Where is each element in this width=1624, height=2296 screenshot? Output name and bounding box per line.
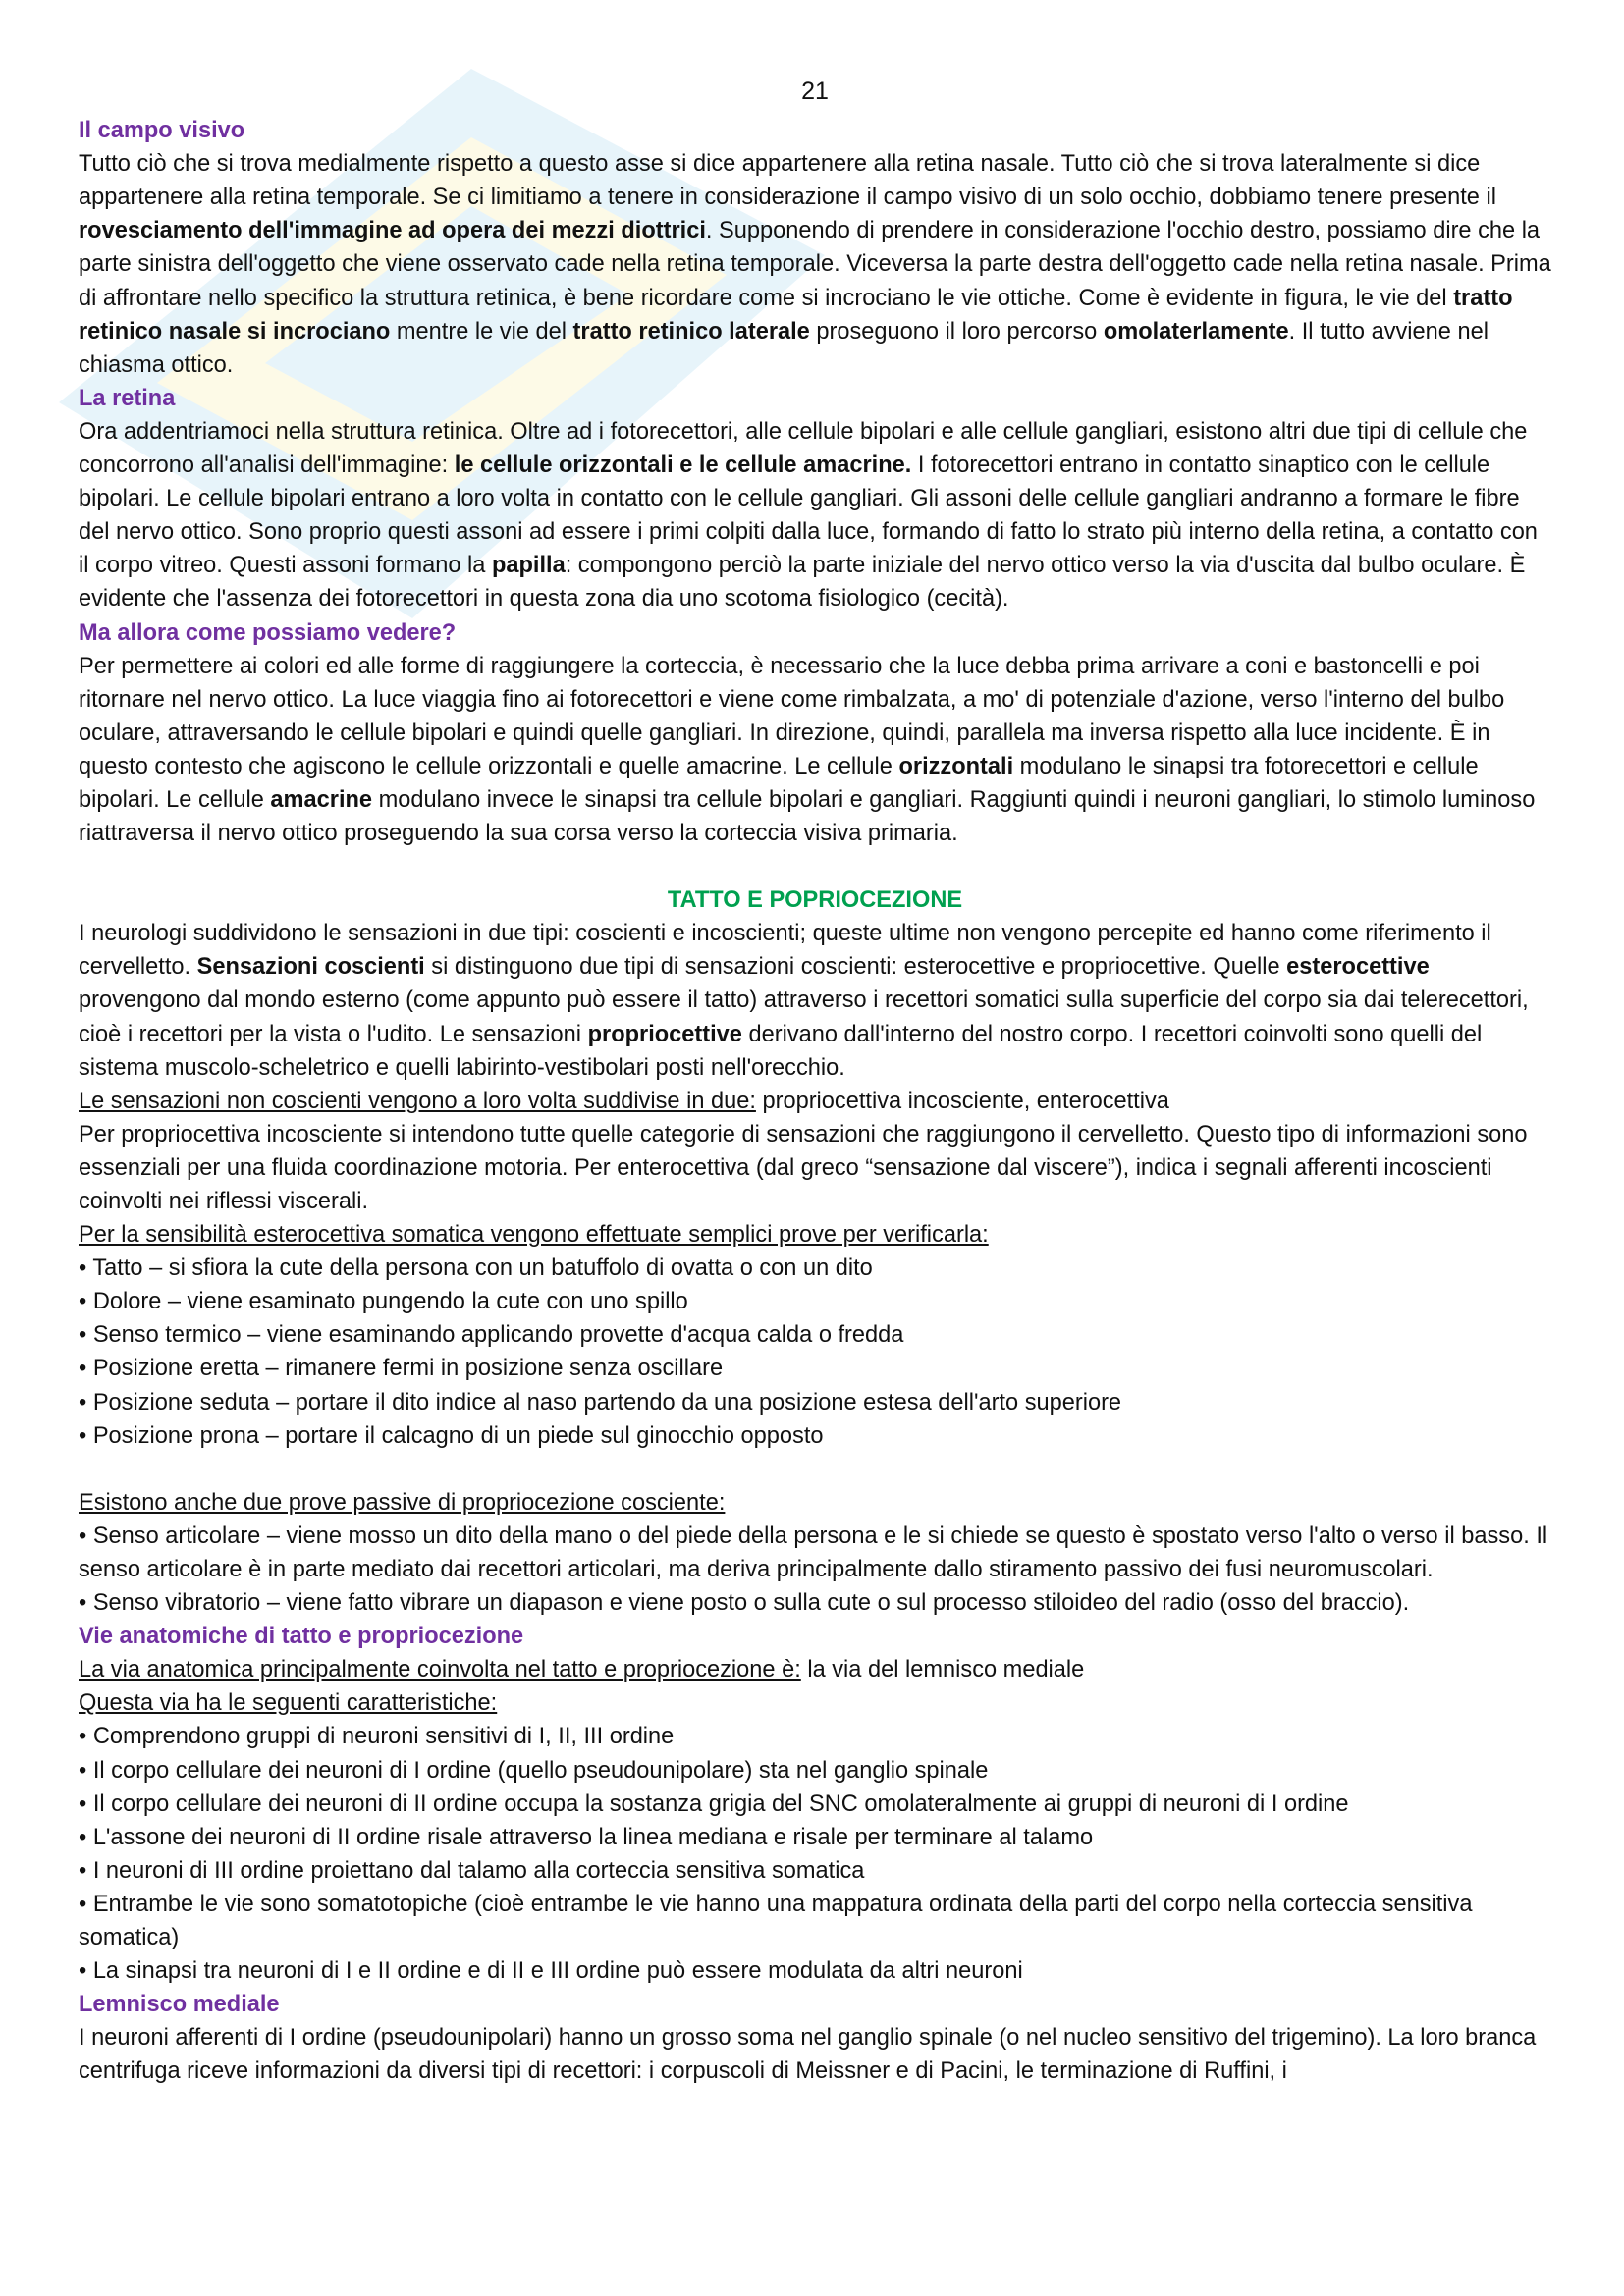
paragraph-non-coscienti: Le sensazioni non coscienti vengono a loro volta suddivise in due: propriocettiva incosciente, enterocettiva [79, 1088, 1169, 1114]
paragraph-via-anatomica: La via anatomica principalmente coinvolta nel tatto e propriocezione è: la via del lemnisco mediale [79, 1657, 1085, 1683]
section-title-tatto: TATTO E POPRIOCEZIONE [667, 887, 963, 914]
list-item: • Dolore – viene esaminato pungendo la cute con uno spillo [79, 1289, 688, 1315]
heading-campo-visivo: Il campo visivo [79, 118, 245, 144]
paragraph-lemnisco: I neuroni afferenti di I ordine (pseudounipolari) hanno un grosso soma nel ganglio spinale (o nel nucleo sensitivo del trigemino). La loro branca centrifuga riceve informazioni da diversi tipi di recettori: i corpuscoli di Meissner e di Pacini, le terminazione di Ruffini, i [79, 2025, 1537, 2085]
heading-lemnisco-mediale: Lemnisco mediale [79, 1992, 280, 2018]
page-number: 21 [801, 78, 829, 105]
document-page [79, 75, 1551, 2088]
paragraph-retina: Ora addentriamoci nella struttura retinica. Oltre ad i fotorecettori, alle cellule bipolari e alle cellule gangliari, esistono altri due tipi di cellule che concorrono all'analisi dell'immagine: le cellule orizzontali e le cellule amacrine. I fotorecettori entrano in contatto sinaptico con le cellule bipolari. Le cellule bipolari entrano a loro volta in contatto con le cellule gangliari. Gli assoni delle cellule gangliari andranno a formare le fibre del nervo ottico. Sono proprio questi assoni ad essere i primi colpiti dalla luce, formando di fatto lo strato più interno della retina, a contatto con il corpo vitreo. Questi assoni formano la papilla: compongono perciò la parte iniziale del nervo ottico verso la via d'uscita dal bulbo oculare. È evidente che l'assenza dei fotorecettori in questa zona dia uno scotoma fisiologico (cecità). [79, 418, 1538, 613]
list-item: • Tatto – si sfiora la cute della persona con un batuffolo di ovatta o con un dito [79, 1255, 873, 1282]
list-item: • Senso vibratorio – viene fatto vibrare un diapason e viene posto o sulla cute o sul processo stiloideo del radio (osso del braccio). [79, 1590, 1410, 1617]
list-item: • Senso articolare – viene mosso un dito della mano o del piede della persona e le si chiede se questo è spostato verso l'alto o verso il basso. Il senso articolare è in parte mediato dai recettori articolari, ma deriva principalmente dallo stiramento passivo dei fusi neuromuscolari. [79, 1522, 1548, 1582]
list-item: • Posizione eretta – rimanere fermi in posizione senza oscillare [79, 1356, 724, 1382]
list-item: • Il corpo cellulare dei neuroni di II ordine occupa la sostanza grigia del SNC omolateralmente ai gruppi di neuroni di I ordine [79, 1790, 1349, 1817]
list-item: • Il corpo cellulare dei neuroni di I ordine (quello pseudounipolare) sta nel ganglio spinale [79, 1757, 989, 1784]
paragraph-sensazioni: I neurologi suddividono le sensazioni in due tipi: coscienti e incoscienti; queste ultime non vengono percepite ed hanno come riferimento il cervelletto. Sensazioni coscienti si distinguono due tipi di sensazioni coscienti: esterocettive e propriocettive. Quelle esterocettive provengono dal mondo esterno (come appunto può essere il tatto) attraverso i recettori somatici sulla superficie del corpo sia dai telerecettori, cioè i recettori per la vista o l'udito. Le sensazioni propriocettive derivano dall'interno del nostro corpo. I recettori coinvolti sono quelli del sistema muscolo-scheletrico e quelli labirinto-vestibolari posti nell'orecchio. [79, 921, 1529, 1081]
list-item: • Senso termico – viene esaminando applicando provette d'acqua calda o fredda [79, 1322, 904, 1349]
paragraph-come-vedere: Per permettere ai colori ed alle forme di raggiungere la corteccia, è necessario che la luce debba prima arrivare a coni e bastoncelli e poi ritornare nel nervo ottico. La luce viaggia fino ai fotorecettori e viene come rimbalzata, a mo' di potenziale d'azione, verso l'interno del bulbo oculare, attraversando le cellule bipolari e quindi quelle gangliari. In direzione, quindi, parallela ma inversa rispetto alla luce incidente. È in questo contesto che agiscono le cellule orizzontali e quelle amacrine. Le cellule orizzontali modulano le sinapsi tra fotorecettori e cellule bipolari. Le cellule amacrine modulano invece le sinapsi tra cellule bipolari e gangliari. Raggiunti quindi i neuroni gangliari, lo stimolo luminoso riattraversa il nervo ottico proseguendo la sua corsa verso la corteccia visiva primaria. [79, 653, 1536, 847]
features-intro: Questa via ha le seguenti caratteristiche: [79, 1690, 498, 1717]
passive-tests-intro: Esistono anche due prove passive di propriocezione cosciente: [79, 1489, 726, 1516]
list-item: • L'assone dei neuroni di II ordine risale attraverso la linea mediana e risale per terminare al talamo [79, 1824, 1094, 1850]
heading-retina: La retina [79, 385, 176, 411]
list-item: • La sinapsi tra neuroni di I e II ordine e di II e III ordine può essere modulata da altri neuroni [79, 1958, 1023, 1985]
list-item: • I neuroni di III ordine proiettano dal talamo alla corteccia sensitiva somatica [79, 1857, 865, 1884]
list-item: • Posizione seduta – portare il dito indice al naso partendo da una posizione estesa dell'arto superiore [79, 1389, 1122, 1415]
list-item: • Posizione prona – portare il calcagno di un piede sul ginocchio opposto [79, 1422, 824, 1449]
heading-come-vedere: Ma allora come possiamo vedere? [79, 619, 457, 646]
heading-vie-anatomiche: Vie anatomiche di tatto e propriocezione [79, 1624, 524, 1650]
list-item: • Comprendono gruppi di neuroni sensitivi di I, II, III ordine [79, 1724, 675, 1750]
paragraph-campo-visivo: Tutto ciò che si trova medialmente rispetto a questo asse si dice appartenere alla retina nasale. Tutto ciò che si trova lateralmente si dice appartenere alla retina temporale. Se ci limitiamo a tenere in considerazione il campo visivo di un solo occhio, dobbiamo tenere presente il rovesciamento dell'immagine ad opera dei mezzi diottrici. Supponendo di prendere in considerazione l'occhio destro, possiamo dire che la parte sinistra dell'oggetto che viene osservato cade nella retina temporale. Viceversa la parte destra dell'oggetto cade nella retina nasale. Prima di affrontare nello specifico la struttura retinica, è bene ricordare come si incrociano le vie ottiche. Come è evidente in figura, le vie del tratto retinico nasale si incrociano mentre le vie del tratto retinico laterale proseguono il loro percorso omolaterlamente. Il tutto avviene nel chiasma ottico. [79, 151, 1551, 378]
paragraph-propriocettiva: Per propriocettiva incosciente si intendono tutte quelle categorie di sensazioni che raggiungono il cervelletto. Questo tipo di informazioni sono essenziali per una fluida coordinazione motoria. Per enterocettiva (dal greco “sensazione dal viscere”), indica i segnali afferenti incoscienti coinvolti nei riflessi viscerali. [79, 1121, 1528, 1214]
tests-intro: Per la sensibilità esterocettiva somatica vengono effettuate semplici prove per verificarla: [79, 1222, 989, 1249]
list-item: • Entrambe le vie sono somatotopiche (cioè entrambe le vie hanno una mappatura ordinata della parti del corpo nella corteccia sensitiva somatica) [79, 1891, 1473, 1950]
